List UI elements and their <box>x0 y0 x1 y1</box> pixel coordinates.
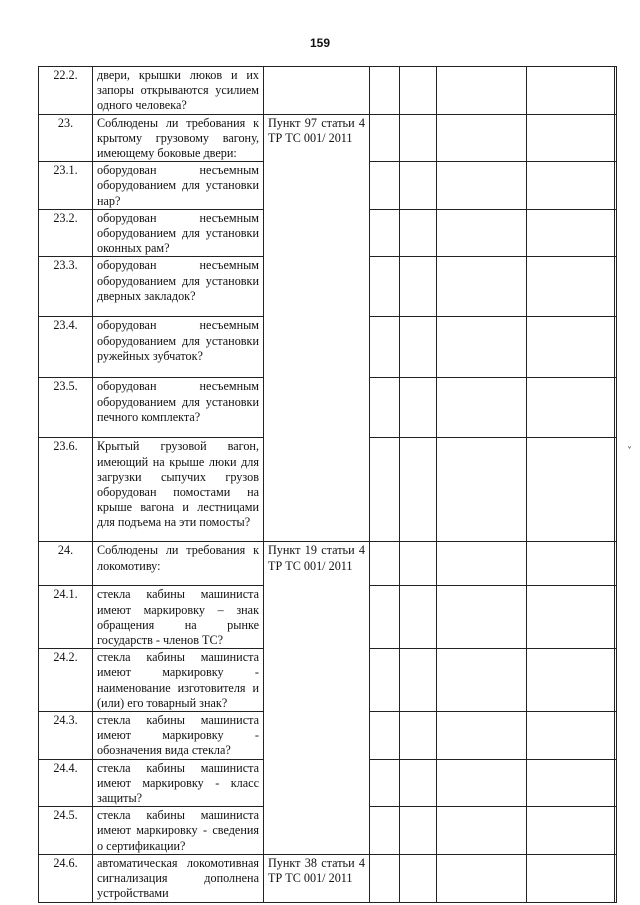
answer-cell[interactable] <box>527 759 615 807</box>
requirement-text: Крытый грузовой вагон, имеющий на крыше люки для загрузки сыпучих грузов оборудован помостами на крыше вагона и лестницами для подъема на эти помосты? <box>93 438 264 542</box>
answer-cell[interactable] <box>615 209 617 257</box>
answer-cell[interactable] <box>370 317 400 378</box>
answer-cell[interactable] <box>615 649 617 712</box>
answer-cell[interactable] <box>370 378 400 438</box>
answer-cell[interactable] <box>615 542 617 586</box>
answer-cell[interactable] <box>615 759 617 807</box>
answer-cell[interactable] <box>527 854 615 902</box>
answer-cell[interactable] <box>437 438 527 542</box>
row-number: 23.3. <box>39 257 93 317</box>
answer-cell[interactable] <box>400 67 437 115</box>
answer-cell[interactable] <box>437 378 527 438</box>
answer-cell[interactable] <box>527 438 615 542</box>
row-number: 24. <box>39 542 93 586</box>
answer-cell[interactable] <box>400 162 437 210</box>
answer-cell[interactable] <box>370 712 400 760</box>
answer-cell[interactable] <box>400 712 437 760</box>
answer-cell[interactable] <box>400 317 437 378</box>
answer-cell[interactable] <box>437 317 527 378</box>
answer-cell[interactable] <box>527 162 615 210</box>
requirement-text: стекла кабины машиниста имеют маркировку - обозначения вида стекла? <box>93 712 264 760</box>
answer-cell[interactable] <box>527 317 615 378</box>
answer-cell[interactable] <box>370 542 400 586</box>
table-row <box>39 854 617 902</box>
answer-cell[interactable] <box>400 807 437 855</box>
answer-cell[interactable] <box>437 649 527 712</box>
requirement-text: стекла кабины машиниста имеют маркировку - класс защиты? <box>93 759 264 807</box>
row-number: 23.4. <box>39 317 93 378</box>
answer-cell[interactable] <box>400 759 437 807</box>
requirement-text: стекла кабины машиниста имеют маркировку - сведения о сертификации? <box>93 807 264 855</box>
row-number: 23.2. <box>39 209 93 257</box>
answer-cell[interactable] <box>615 712 617 760</box>
answer-cell[interactable] <box>527 378 615 438</box>
answer-cell[interactable] <box>370 759 400 807</box>
answer-cell[interactable] <box>615 378 617 438</box>
table-row <box>39 67 617 115</box>
table-row <box>39 542 617 586</box>
answer-cell[interactable] <box>400 209 437 257</box>
requirement-text: стекла кабины машиниста имеют маркировку - наименование изготовителя и (или) его товарный знак? <box>93 649 264 712</box>
legal-reference: Пункт 38 статьи 4 ТР ТС 001/ 2011 <box>264 854 370 902</box>
answer-cell[interactable] <box>370 438 400 542</box>
answer-cell[interactable] <box>527 807 615 855</box>
legal-reference: Пункт 97 статьи 4 ТР ТС 001/ 2011 <box>264 114 370 542</box>
answer-cell[interactable] <box>370 586 400 649</box>
answer-cell[interactable] <box>615 114 617 162</box>
answer-cell[interactable] <box>370 257 400 317</box>
row-number: 23.1. <box>39 162 93 210</box>
row-number: 22.2. <box>39 67 93 115</box>
answer-cell[interactable] <box>370 649 400 712</box>
row-number: 23.6. <box>39 438 93 542</box>
checklist-table <box>38 66 617 903</box>
answer-cell[interactable] <box>370 114 400 162</box>
answer-cell[interactable] <box>527 257 615 317</box>
row-number: 24.3. <box>39 712 93 760</box>
legal-reference <box>264 67 370 115</box>
answer-cell[interactable] <box>400 438 437 542</box>
answer-cell[interactable] <box>615 586 617 649</box>
answer-cell[interactable] <box>615 807 617 855</box>
row-number: 24.6. <box>39 854 93 902</box>
answer-cell[interactable] <box>370 209 400 257</box>
requirement-text: оборудован несъемным оборудованием для установки ружейных зубчаток? <box>93 317 264 378</box>
answer-cell[interactable] <box>527 114 615 162</box>
answer-cell[interactable] <box>615 162 617 210</box>
answer-cell[interactable] <box>437 586 527 649</box>
answer-cell[interactable] <box>527 586 615 649</box>
row-number: 24.1. <box>39 586 93 649</box>
answer-cell[interactable] <box>437 854 527 902</box>
row-number: 24.4. <box>39 759 93 807</box>
answer-cell[interactable] <box>400 378 437 438</box>
answer-cell[interactable] <box>615 438 617 542</box>
answer-cell[interactable] <box>400 542 437 586</box>
requirement-text: оборудован несъемным оборудованием для установки оконных рам? <box>93 209 264 257</box>
requirement-text: стекла кабины машиниста имеют маркировку – знак обращения на рынке государств - членов ТС? <box>93 586 264 649</box>
answer-cell[interactable] <box>400 649 437 712</box>
answer-cell[interactable] <box>370 807 400 855</box>
answer-cell[interactable] <box>527 542 615 586</box>
answer-cell[interactable] <box>437 542 527 586</box>
answer-cell[interactable] <box>437 257 527 317</box>
answer-cell[interactable] <box>437 209 527 257</box>
requirement-text: оборудован несъемным оборудованием для установки печного комплекта? <box>93 378 264 438</box>
answer-cell[interactable] <box>437 114 527 162</box>
row-number: 23.5. <box>39 378 93 438</box>
answer-cell[interactable] <box>615 317 617 378</box>
answer-cell[interactable] <box>437 162 527 210</box>
answer-cell[interactable] <box>527 712 615 760</box>
answer-cell[interactable] <box>437 712 527 760</box>
answer-cell[interactable] <box>527 67 615 115</box>
answer-cell[interactable] <box>400 114 437 162</box>
answer-cell[interactable] <box>370 854 400 902</box>
requirement-text: Соблюдены ли требования к локомотиву: <box>93 542 264 586</box>
requirement-text: оборудован несъемным оборудованием для установки дверных закладок? <box>93 257 264 317</box>
answer-cell[interactable] <box>370 67 400 115</box>
legal-reference: Пункт 19 статьи 4 ТР ТС 001/ 2011 <box>264 542 370 854</box>
answer-cell[interactable] <box>400 586 437 649</box>
answer-cell[interactable] <box>527 209 615 257</box>
row-number: 23. <box>39 114 93 162</box>
answer-cell[interactable] <box>437 759 527 807</box>
answer-cell[interactable] <box>400 854 437 902</box>
row-number: 24.5. <box>39 807 93 855</box>
requirement-text: Соблюдены ли требования к крытому грузовому вагону, имеющему боковые двери: <box>93 114 264 162</box>
answer-cell[interactable] <box>615 257 617 317</box>
table-row <box>39 114 617 162</box>
margin-scan-mark: ˅ <box>627 446 632 457</box>
requirement-text: двери, крышки люков и их запоры открываются усилием одного человека? <box>93 67 264 115</box>
answer-cell[interactable] <box>437 807 527 855</box>
answer-cell[interactable] <box>615 67 617 115</box>
requirement-text: оборудован несъемным оборудованием для установки нар? <box>93 162 264 210</box>
answer-cell[interactable] <box>437 67 527 115</box>
row-number: 24.2. <box>39 649 93 712</box>
answer-cell[interactable] <box>615 854 617 902</box>
answer-cell[interactable] <box>400 257 437 317</box>
page-number: 159 <box>309 36 331 50</box>
requirement-text: автоматическая локомотивная сигнализация дополнена устройствами <box>93 854 264 902</box>
answer-cell[interactable] <box>370 162 400 210</box>
answer-cell[interactable] <box>527 649 615 712</box>
